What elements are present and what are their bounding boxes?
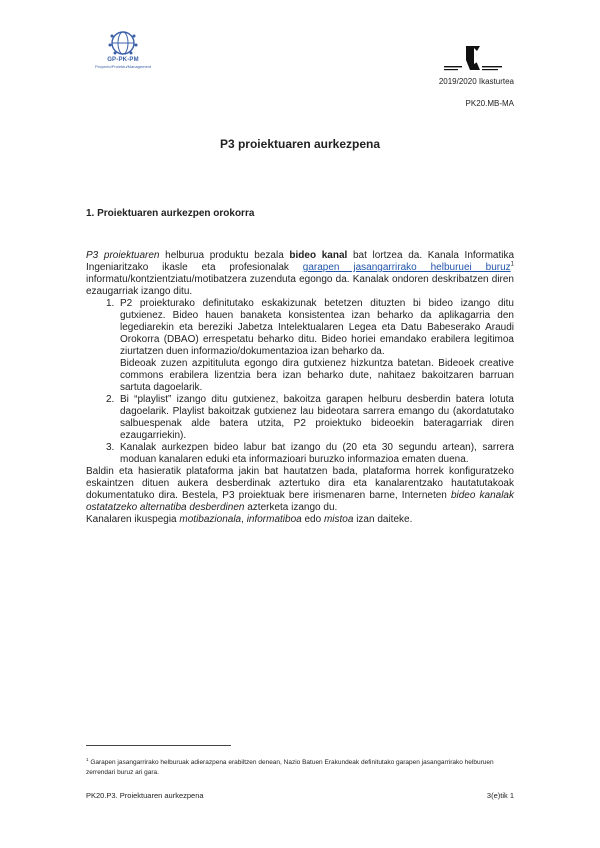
platform-paragraph bbox=[86, 466, 514, 514]
focus-sep-2: edo bbox=[301, 514, 324, 525]
footnote-divider bbox=[86, 745, 231, 746]
focus-italic-1: motibazionala bbox=[179, 514, 242, 525]
section-heading: 1. Proiektuaren aurkezpen orokorra bbox=[86, 208, 255, 219]
faculty-logo bbox=[440, 44, 510, 72]
focus-text-2: izan daiteke. bbox=[353, 514, 413, 525]
requirements-list bbox=[86, 298, 514, 466]
platform-text-1: Baldin eta hasieratik plataforma jakin bat hautatzen bada, plataforma horrek konfiguratzeko eskaintzen dituen aukera desberdinak aztertuko dira eta kanalarentzako hautatutakoak dokumentatuko dira. Bestela, P3 proiektuak bere irismenaren barne, Interneten bbox=[86, 466, 514, 501]
intro-italic: P3 proiektuaren bbox=[86, 250, 160, 261]
list-number: 2. bbox=[106, 394, 115, 405]
list-item-text: Kanalak aurkezpen bideo labur bat izango du (20 eta 30 segundu artean), sarrera moduan kanalaren eduki eta informazioari buruzko informazioa ematen duena. bbox=[120, 442, 514, 465]
intro-text-3: informatu/kontzientziatu/motibatzera zuzenduta egongo da. Kanalak ondoren deskribatzen diren ezaugarriak izango ditu. bbox=[86, 274, 514, 297]
footnote-mark: 1 bbox=[86, 757, 89, 762]
document-code: PK20.MB-MA bbox=[465, 99, 514, 108]
footnote bbox=[86, 755, 516, 778]
focus-text-1: Kanalaren ikuspegia bbox=[86, 514, 180, 525]
list-item-text: Bi “playlist” izango ditu gutxienez, bakoitza garapen helburu desberdin batera lotuta dagoelarik. Playlist bakoitzak gutxienez lau bideotara sarrera emango du (akordatutako salbuespenak alde batera utzita, P2 proiektuko bideoekin bateragarriak diren ezaugarriekin). bbox=[120, 394, 514, 441]
list-item-text: P2 proiekturako definitutako eskakizunak betetzen dituzten bi bideo izango ditu gutxienez. Bideo hauen banaketa konsistentea izan beharko da aplikagarria den legediarekin eta bereziki Jabetza Intelektualaren Legea eta Datu Babeserako Araudi Orokorra (DBAO) errespetatu beharko ditu. Bideo horiei emandako erabilera legitimoa ziurtatzen duen informazio/dokumentazioa izan beharko da. bbox=[120, 298, 514, 357]
sdg-link[interactable]: garapen jasangarrirako helburuei buruz bbox=[302, 262, 511, 273]
intro-text-2: bat lortzea da. Kanala Informatika Ingeniaritzako ikasle eta profesionalak bbox=[86, 250, 515, 273]
focus-italic-2: informatiboa bbox=[246, 514, 302, 525]
intro-paragraph bbox=[86, 250, 514, 298]
focus-sep-1: , bbox=[241, 514, 247, 525]
footer-page-number: 3(e)tik 1 bbox=[486, 791, 514, 800]
intro-text-1: helburua produktu bezala bbox=[159, 250, 290, 261]
list-number: 1. bbox=[106, 298, 115, 309]
focus-paragraph bbox=[86, 514, 514, 526]
document-body bbox=[86, 250, 514, 526]
academic-year: 2019/2020 Ikasturtea bbox=[438, 77, 514, 86]
globe-people-icon bbox=[106, 30, 140, 56]
page-title: P3 proiektuaren aurkezpena bbox=[219, 137, 381, 151]
logo-left-subtext: Proyecto/Proiektu/Management bbox=[94, 64, 152, 69]
gp-pk-pm-logo bbox=[86, 30, 160, 69]
logo-left-text: GP-PK-PM bbox=[107, 57, 139, 63]
list-item bbox=[86, 442, 514, 466]
list-item-text-2: Bideoak zuzen azpitituluta egongo dira gutxienez hizkuntza batetan. Bideoek creative commons erabilera lizentzia bera izan beharko dute, nahitaez bakoitzaren barruan sartuta dagoelarik. bbox=[120, 358, 514, 393]
university-logo-icon bbox=[440, 44, 510, 72]
intro-bold: bideo kanal bbox=[289, 250, 348, 261]
focus-italic-3: mistoa bbox=[323, 514, 354, 525]
list-number: 3. bbox=[106, 442, 115, 453]
footnote-text: Garapen jasangarrirako helburuak adierazpena erabiltzen denean, Nazio Batuen Erakundeak definitutako garapen jasangarrirako helburuen zerrendari buruz ari gara. bbox=[86, 759, 494, 777]
platform-italic: bideo kanalak ostatatzeko alternatiba desberdinen bbox=[86, 490, 514, 513]
platform-text-2: azterketa izango du. bbox=[244, 502, 338, 513]
list-item bbox=[86, 298, 514, 394]
footer-document-title: PK20.P3. Proiektuaren aurkezpena bbox=[86, 791, 204, 800]
list-item bbox=[86, 394, 514, 442]
footnote-ref[interactable]: 1 bbox=[510, 261, 514, 268]
